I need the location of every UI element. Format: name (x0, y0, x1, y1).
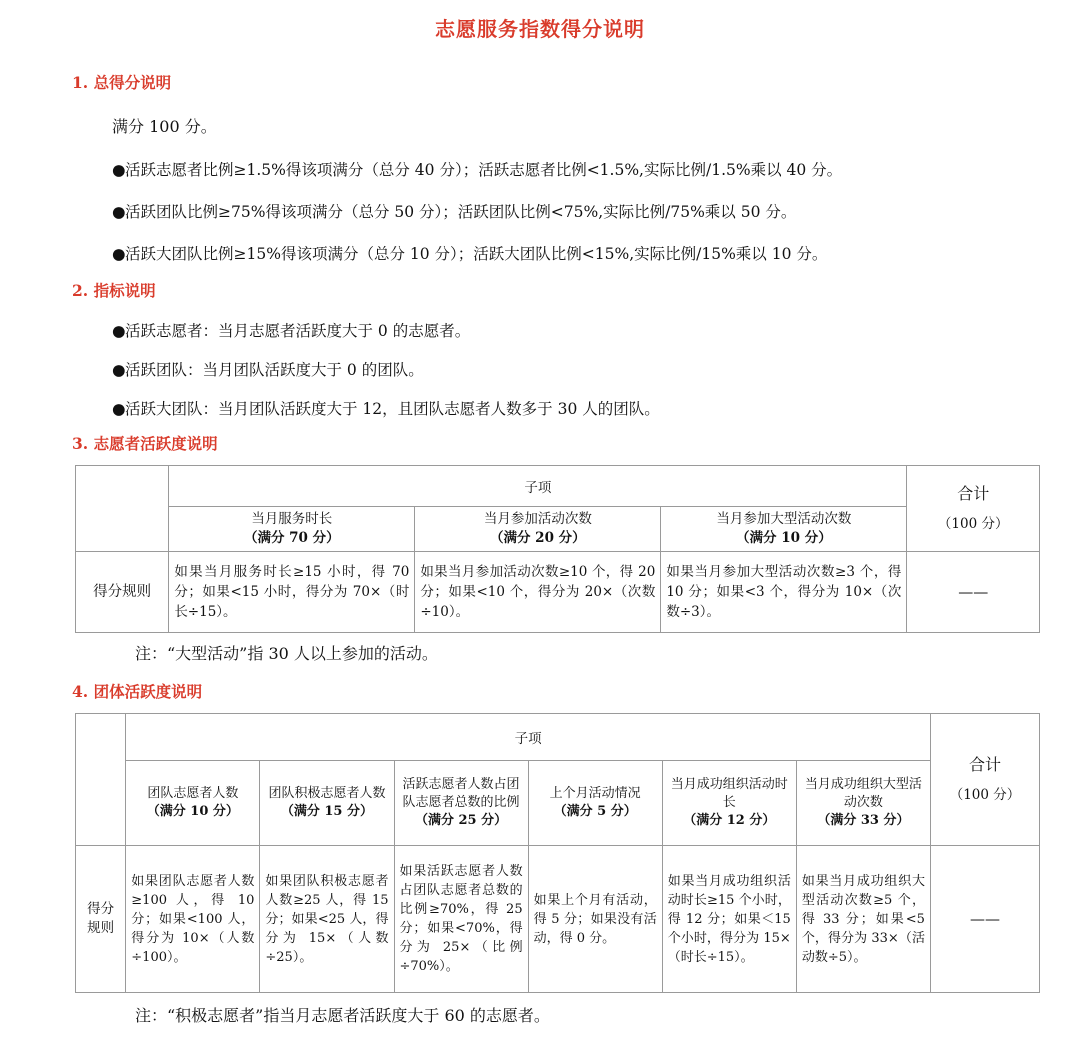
section-heading-total-score: 1. 总得分说明 (72, 73, 172, 92)
rule-cell-organized-large-activity-count: 如果当月成功组织大型活动次数≥5 个，得 33 分；如果<5 个，得分为 33×（活动数÷5）。 (796, 846, 930, 993)
list-item-label: 活跃团队：当月团队活跃度大于 0 的团队。 (125, 361, 424, 379)
note-large-activity: 注：“大型活动”指 30 人以上参加的活动。 (135, 644, 438, 663)
list-item-label: 活跃大团队：当月团队活跃度大于 12，且团队志愿者人数多于 30 人的团队。 (125, 400, 660, 418)
table-header-row-span (76, 714, 1040, 761)
bullet-dot-icon: ● (112, 322, 126, 340)
page-title: 志愿服务指数得分说明 (435, 17, 645, 41)
column-header-name: 上个月活动情况 (549, 786, 641, 801)
list-item (0, 202, 1080, 222)
list-item (0, 321, 1080, 341)
total-header-name: 合计 (957, 483, 990, 503)
column-header-name: 当月成功组织活动时长 (670, 777, 788, 810)
rule-cell-large-activity-count: 如果当月参加大型活动次数≥3 个，得 10 分；如果<3 个，得分为 10×（次数÷3）。 (661, 552, 907, 633)
column-header-team-volunteer-count (126, 761, 260, 846)
column-header-name: 当月参加活动次数 (483, 511, 592, 527)
total-header-cell (930, 714, 1039, 846)
list-item (0, 360, 1080, 380)
bullet-dot-icon: ● (112, 400, 126, 418)
column-header-mark: （满分 10 分） (146, 804, 239, 819)
column-header-mark: （满分 10 分） (736, 530, 832, 546)
column-header-name: 团队积极志愿者人数 (268, 786, 386, 801)
list-item (0, 244, 1080, 264)
total-header-mark: （100 分） (949, 786, 1021, 803)
subitem-header-cell: 子项 (126, 714, 931, 761)
column-header-mark: （满分 33 分） (817, 813, 910, 828)
indicator-bullet-list (0, 321, 1080, 419)
table-group-activity (75, 713, 1040, 993)
column-header-mark: （满分 70 分） (243, 530, 340, 546)
column-header-activity-count (415, 507, 661, 552)
rule-cell-service-hours: 如果当月服务时长≥15 小时，得 70 分；如果<15 小时，得分为 70×（时长÷15）。 (169, 552, 415, 633)
rule-cell-organized-activity-hours: 如果当月成功组织活动时长≥15 个小时，得 12 分；如果＜15 个小时，得分为 15×（时长÷15）。 (662, 846, 796, 993)
document-page (0, 14, 1080, 1056)
column-header-name: 当月参加大型活动次数 (716, 511, 852, 527)
corner-header-cell (76, 714, 126, 846)
rule-cell-activity-count: 如果当月参加活动次数≥10 个，得 20 分；如果<10 个，得分为 20×（次数÷10）。 (415, 552, 661, 633)
table-row (76, 846, 1040, 993)
bullet-dot-icon: ● (112, 361, 126, 379)
list-item-label: 活跃大团队比例≥15%得该项满分（总分 10 分）；活跃大团队比例<15%,实际比例/15%乘以 10 分。 (125, 245, 828, 263)
note-active-volunteer: 注：“积极志愿者”指当月志愿者活跃度大于 60 的志愿者。 (135, 1006, 550, 1025)
rule-cell-team-active-volunteer-count: 如果团队积极志愿者人数≥25 人，得 15 分；如果<25 人，得分为 15×（人数÷25）。 (260, 846, 394, 993)
column-header-last-month-activity (528, 761, 662, 846)
total-value-cell: —— (907, 552, 1040, 633)
rule-cell-active-volunteer-ratio: 如果活跃志愿者人数占团队志愿者总数的比例≥70%，得 25 分；如果<70%，得分为 25×（比例÷70%）。 (394, 846, 528, 993)
column-header-name: 活跃志愿者人数占团队志愿者总数的比例 (402, 777, 520, 810)
table-volunteer-activity (75, 465, 1040, 633)
column-header-organized-large-activity-count (796, 761, 930, 846)
list-item-label: 活跃团队比例≥75%得该项满分（总分 50 分）；活跃团队比例<75%,实际比例/75%乘以 50 分。 (125, 203, 797, 221)
corner-header-cell (76, 466, 169, 552)
column-header-team-active-volunteer-count (260, 761, 394, 846)
column-header-mark: （满分 15 分） (280, 804, 374, 819)
table-header-row-span (76, 466, 1040, 507)
section-heading-group-activity: 4. 团体活跃度说明 (72, 682, 203, 701)
row-label-scoring-rule: 得分规则 (76, 846, 126, 993)
row-label-scoring-rule: 得分规则 (76, 552, 169, 633)
total-value-cell: —— (930, 846, 1039, 993)
column-header-name: 当月成功组织大型活动次数 (804, 777, 922, 810)
bullet-dot-icon: ● (112, 161, 126, 179)
total-score-bullet-list (0, 160, 1080, 264)
list-item (0, 160, 1080, 180)
table-header-row-columns (76, 761, 1040, 846)
column-header-mark: （满分 12 分） (683, 813, 776, 828)
section-heading-volunteer-activity: 3. 志愿者活跃度说明 (72, 434, 218, 453)
total-header-mark: （100 分） (937, 515, 1009, 532)
subitem-header-cell: 子项 (169, 466, 907, 507)
list-item-label: 活跃志愿者：当月志愿者活跃度大于 0 的志愿者。 (125, 322, 471, 340)
total-header-name: 合计 (968, 754, 1001, 774)
full-mark-statement: 满分 100 分。 (112, 117, 217, 136)
bullet-dot-icon: ● (112, 245, 126, 263)
section-heading-indicators: 2. 指标说明 (72, 281, 156, 300)
rule-cell-team-volunteer-count: 如果团队志愿者人数≥100 人，得 10 分；如果<100 人，得分为 10×（人数÷100）。 (126, 846, 260, 993)
list-item-label: 活跃志愿者比例≥1.5%得该项满分（总分 40 分）；活跃志愿者比例<1.5%,实际比例/1.5%乘以 40 分。 (125, 161, 843, 179)
column-header-organized-activity-hours (662, 761, 796, 846)
bullet-dot-icon: ● (112, 203, 126, 221)
column-header-name: 当月服务时长 (251, 511, 333, 527)
column-header-active-volunteer-ratio (394, 761, 528, 846)
column-header-mark: （满分 20 分） (489, 530, 586, 546)
column-header-service-hours (169, 507, 415, 552)
list-item (0, 399, 1080, 419)
table-row (76, 552, 1040, 633)
table-header-row-columns (76, 507, 1040, 552)
column-header-large-activity-count (661, 507, 907, 552)
rule-cell-last-month-activity: 如果上个月有活动，得 5 分；如果没有活动，得 0 分。 (528, 846, 662, 993)
column-header-mark: （满分 25 分） (414, 813, 508, 828)
column-header-name: 团队志愿者人数 (147, 786, 239, 801)
column-header-mark: （满分 5 分） (553, 804, 637, 819)
total-header-cell (907, 466, 1040, 552)
